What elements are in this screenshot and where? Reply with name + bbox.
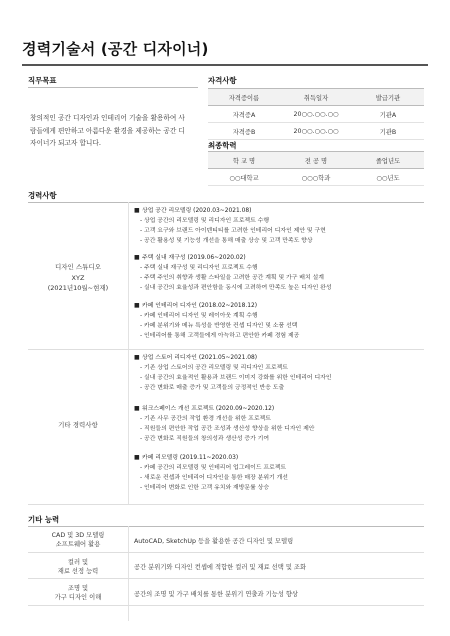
experience-heading: 경력사항	[28, 191, 57, 200]
skill-description: AutoCAD, SketchUp 등을 활용한 공간 디자인 및 모델링	[134, 538, 294, 545]
project-title: 카페 리모델링 (2019.11~2020.03)	[142, 455, 239, 461]
skill-label-line: 컬러 및	[67, 559, 89, 566]
project-line: - 인테리어를 통해 고객들에게 아늑하고 편안한 카페 경험 제공	[140, 333, 300, 339]
education-heading: 최종학력	[208, 141, 237, 150]
certifications-header-row	[208, 89, 424, 106]
skill-description: 공간 분위기와 디자인 컨셉에 적합한 컬러 및 재료 선택 및 조화	[134, 564, 307, 571]
project-line: - 기존 사무 공간의 작업 환경 개선을 위한 프로젝트	[140, 416, 271, 422]
certifications-table	[208, 88, 424, 140]
graduation-year: ○○년도	[352, 169, 424, 186]
col-header: 자격증이름	[208, 89, 280, 106]
project	[134, 206, 424, 246]
square-bullet-icon: ■	[134, 354, 140, 361]
col-header: 학 교 명	[208, 152, 280, 169]
other-skills-divider	[28, 526, 424, 527]
company-period: (2021년10월~현재)	[47, 284, 109, 292]
cert-issuer: 기관A	[352, 106, 424, 123]
table-row	[208, 123, 424, 140]
project-line: - 공간 활용성 및 기능성 개선을 통해 매출 상승 및 고객 만족도 향상	[140, 238, 313, 244]
objective-heading: 직무목표	[28, 76, 57, 85]
table-row	[208, 169, 424, 186]
cert-issuer: 기관B	[352, 123, 424, 140]
project-line: - 실내 공간의 효율성과 편안함을 동시에 고려하여 만족도 높은 디자인 완성	[140, 285, 332, 291]
cert-name: 자격증B	[208, 123, 280, 140]
objective-text: 창의적인 공간 디자인과 인테리어 기술을 활용하여 사람들에게 편안하고 아름다운 환경을 제공하는 공간 디자이너가 되고자 합니다.	[30, 114, 185, 148]
skill-row-divider	[28, 578, 424, 579]
skill-label-line: CAD 및 3D 모델링	[51, 532, 105, 539]
certifications-heading: 자격사항	[208, 76, 237, 85]
project-title: 카페 인테리어 디자인 (2018.02~2018.12)	[142, 303, 258, 309]
school-name: ○○대학교	[208, 169, 280, 186]
project-title: 주택 실내 재구성 (2019.06~2020.02)	[142, 255, 246, 261]
skill-description: 공간의 조명 및 가구 배치를 통한 분위기 연출과 기능성 향상	[134, 591, 299, 598]
major-name: ○○○학과	[280, 169, 352, 186]
skill-row-divider	[28, 552, 424, 553]
col-header: 졸업년도	[352, 152, 424, 169]
skill-label	[28, 558, 128, 576]
skill-label-line: 조명 및	[67, 585, 89, 592]
project-line: - 상업 공간의 리모델링 및 리디자인 프로젝트 수행	[140, 218, 270, 224]
project-line: - 인테리어 변화로 인한 고객 유치와 재방문률 상승	[140, 485, 270, 491]
project-line: - 카페 공간의 리모델링 및 인테리어 업그레이드 프로젝트	[140, 465, 287, 471]
square-bullet-icon: ■	[134, 254, 140, 261]
project-line: - 카페 인테리어 디자인 및 레이아웃 계획 수행	[140, 313, 258, 319]
project	[134, 353, 424, 393]
project-line: - 실내 공간의 효율적인 활용과 브랜드 이미지 강화를 위한 인테리어 디자인	[140, 375, 332, 381]
skill-label-line: 소프트웨어 활용	[55, 541, 101, 548]
project-title: 상업 공간 리모델링 (2020.03~2021.08)	[142, 208, 252, 214]
col-header: 발급기관	[352, 89, 424, 106]
cert-date: 20○○.○○.○○	[280, 123, 352, 140]
project	[134, 404, 424, 444]
title-divider	[22, 64, 428, 66]
square-bullet-icon: ■	[134, 405, 140, 412]
project-line: - 공간 변화로 매출 증가 및 고객들의 긍정적인 반응 도출	[140, 385, 285, 391]
project	[134, 253, 424, 293]
project	[134, 453, 424, 493]
project-line: - 공간 변화로 직원들의 창의성과 생산성 증가 기여	[140, 436, 270, 442]
project-line: - 주택 실내 재구성 및 리디자인 프로젝트 수행	[140, 265, 258, 271]
cert-date: 20○○.○○.○○	[280, 106, 352, 123]
education-header-row	[208, 152, 424, 169]
education-table	[208, 151, 424, 186]
square-bullet-icon: ■	[134, 454, 140, 461]
project-line: - 고객 요구와 브랜드 아이덴티티를 고려한 인테리어 디자인 제안 및 구현	[140, 228, 326, 234]
col-header: 취득일자	[280, 89, 352, 106]
skill-label-line: 가구 디자인 이해	[54, 594, 102, 601]
other-skills-heading: 기타 능력	[28, 515, 60, 524]
project-line: - 직원들의 편안한 작업 공간 조성과 생산성 향상을 위한 디자인 제안	[140, 426, 315, 432]
table-row	[208, 106, 424, 123]
square-bullet-icon: ■	[134, 207, 140, 214]
other-experience-label: 기타 경력사항	[58, 421, 98, 429]
skill-label	[28, 584, 128, 602]
experience-group-divider	[28, 349, 424, 350]
project-title: 상업 스토어 리디자인 (2021.05~2021.08)	[142, 355, 258, 361]
square-bullet-icon: ■	[134, 302, 140, 309]
skill-label-line: 재료 선정 능력	[57, 568, 99, 575]
project-line: - 카페 분위기와 메뉴 특성을 반영한 컨셉 디자인 및 소품 선택	[140, 323, 298, 329]
project-title: 워크스페이스 개선 프로젝트 (2020.09~2020.12)	[142, 406, 275, 412]
experience-divider	[28, 202, 424, 203]
experience-bottom-divider	[28, 504, 424, 505]
project-line: - 기존 상업 스토어의 공간 리모델링 및 리디자인 프로젝트	[140, 365, 288, 371]
objective-divider	[28, 87, 198, 88]
project	[134, 301, 424, 341]
skill-row-divider	[28, 605, 424, 606]
skill-label	[28, 531, 128, 549]
experience-column-divider	[128, 202, 129, 504]
experience-other-label	[28, 420, 128, 431]
project-line: - 새로운 컨셉과 인테리어 디자인을 통한 매장 분위기 개선	[140, 475, 288, 481]
company-name-sub: XYZ	[71, 273, 85, 282]
experience-company	[28, 262, 128, 294]
page-title: 경력기술서 (공간 디자이너)	[22, 40, 209, 58]
other-skills-column-divider	[128, 526, 129, 621]
company-name: 디자인 스튜디오	[54, 263, 102, 271]
project-line: - 주택 주인의 취향과 생활 스타일을 고려한 공간 계획 및 가구 배치 설계	[140, 275, 324, 281]
col-header: 전 공 명	[280, 152, 352, 169]
cert-name: 자격증A	[208, 106, 280, 123]
